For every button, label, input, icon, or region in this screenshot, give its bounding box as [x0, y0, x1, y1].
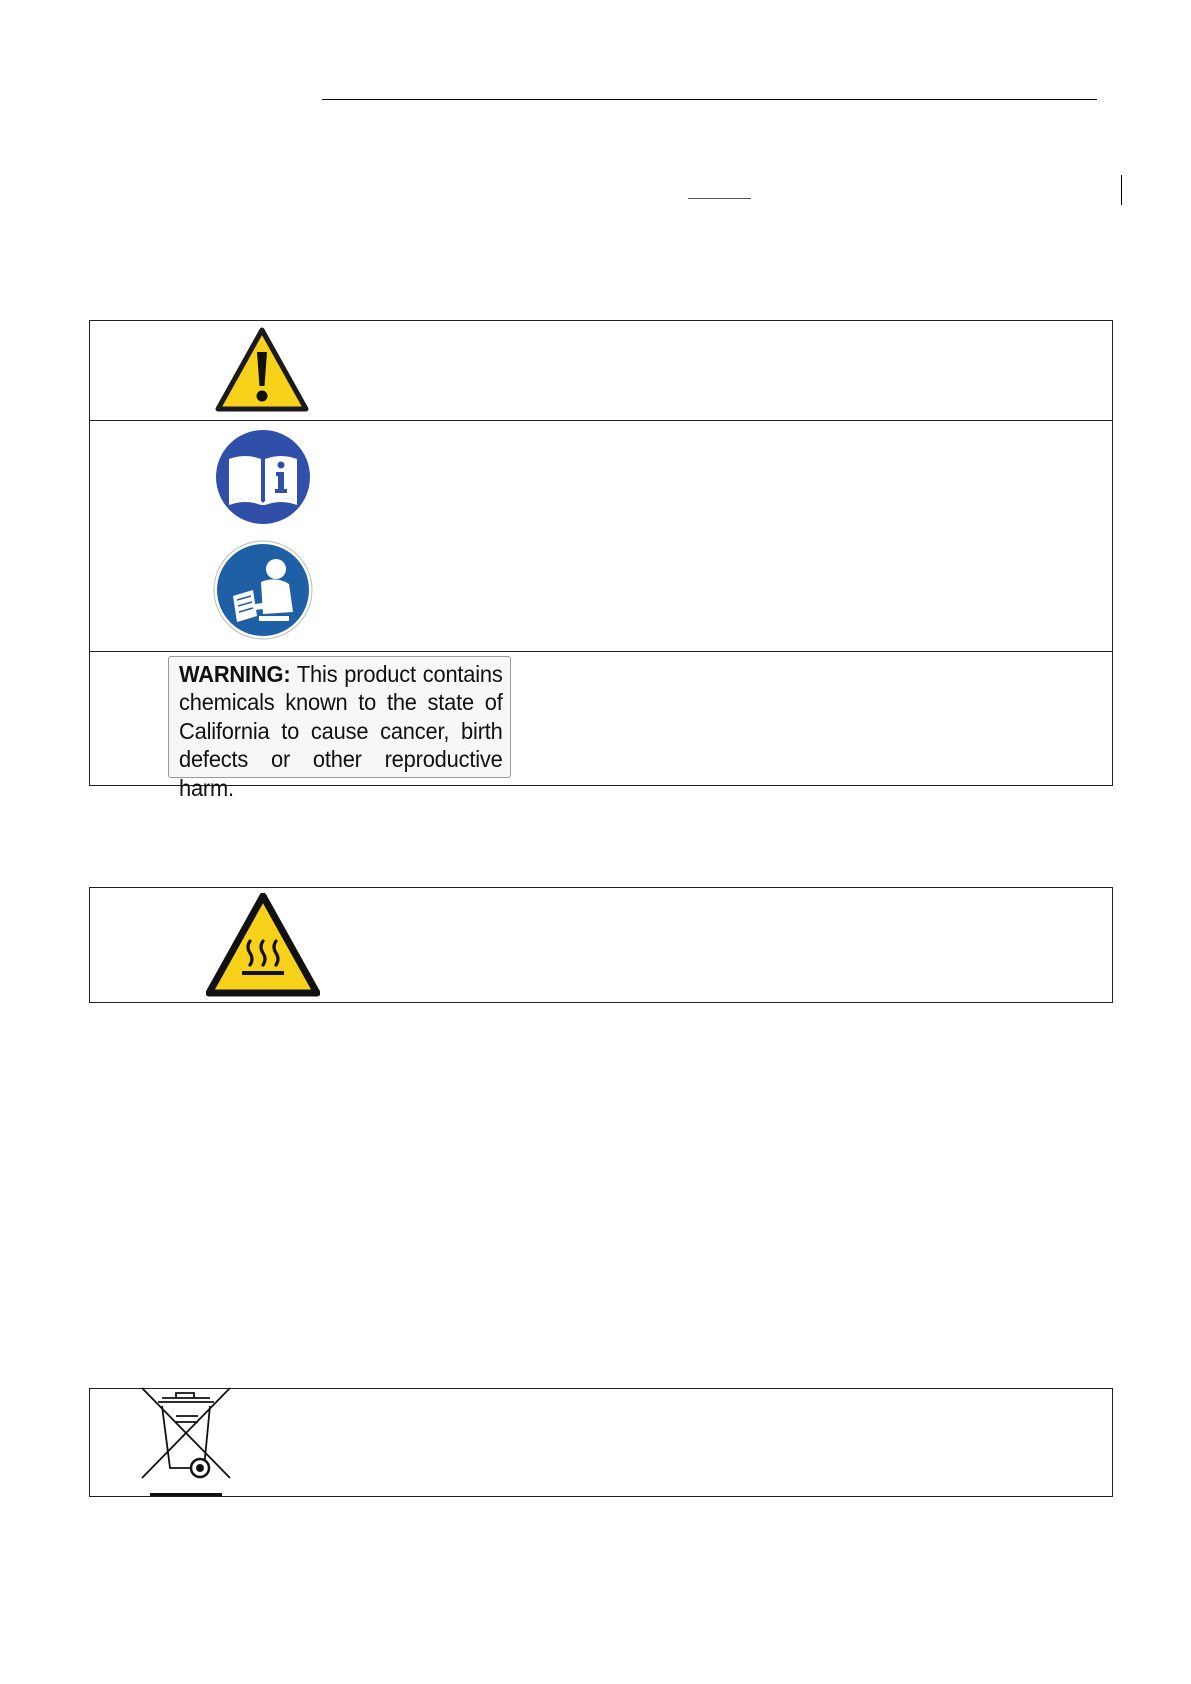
crossed-out-wheelie-bin-icon: [138, 1386, 234, 1498]
read-manual-icon: [215, 429, 311, 525]
header-rule: [322, 99, 1097, 100]
disposal-table: [89, 1388, 1113, 1497]
consult-instructions-icon: [213, 540, 313, 640]
row-divider: [90, 420, 1112, 421]
row-divider: [90, 651, 1112, 652]
prop65-warning-text: [179, 660, 503, 802]
prop65-warning-label: [168, 656, 511, 801]
underline-mark: [688, 198, 751, 199]
warning-body: This product contains chemicals known to the state of California to cause cancer, birth defects or other reproductive harm.: [179, 661, 503, 801]
warning-heading: WARNING:: [179, 661, 291, 687]
warning-triangle-icon: [215, 326, 309, 413]
hot-surface-warning-icon: [206, 893, 320, 997]
change-bar: [1121, 175, 1122, 205]
